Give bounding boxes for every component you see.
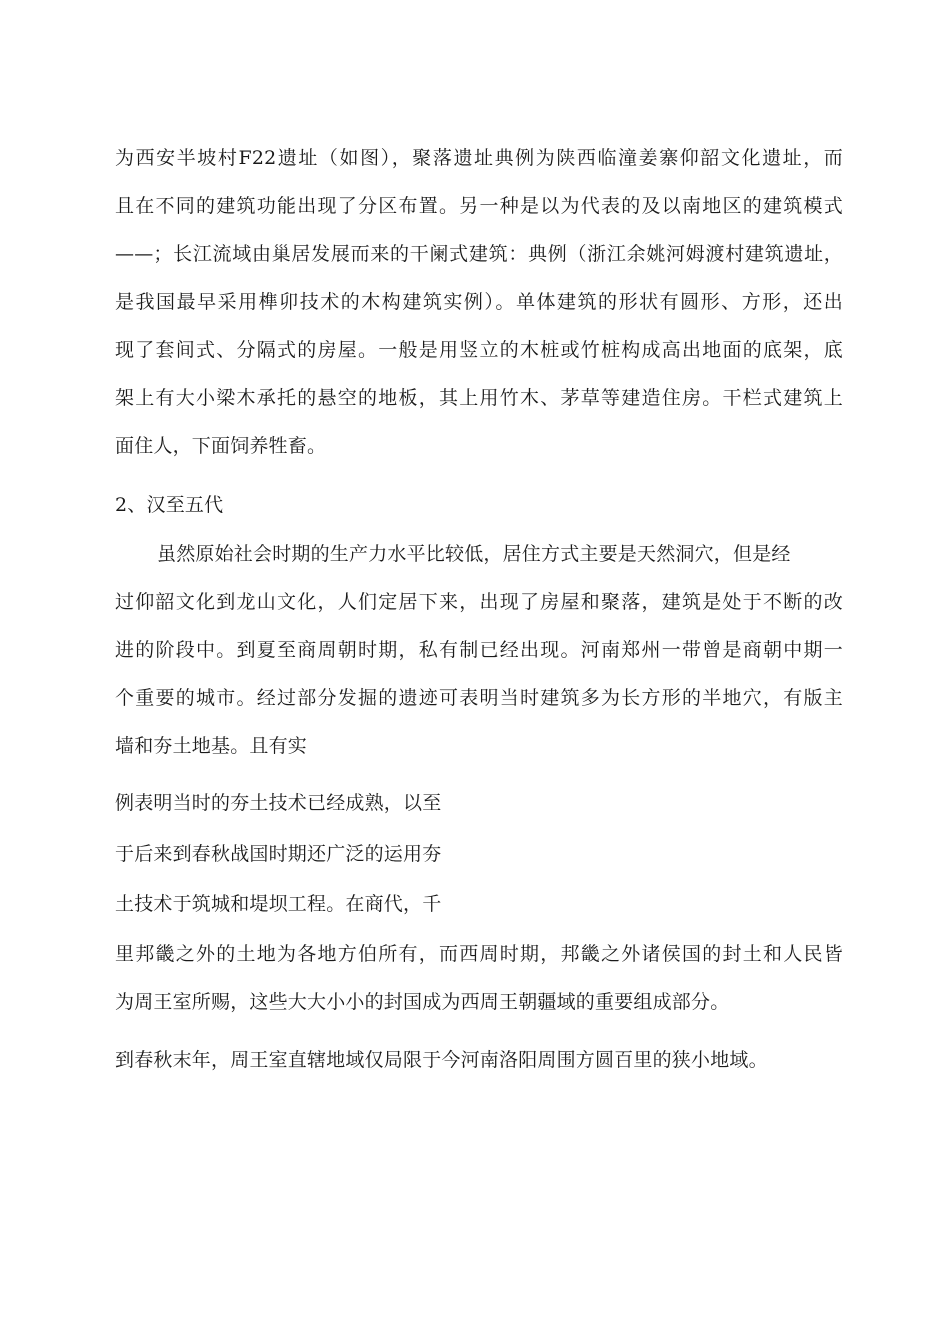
paragraph-line-14: 例表明当时的夯土技术已经成熟，以至: [115, 792, 442, 814]
paragraph-line-6: 架上有大小梁木承托的悬空的地板，其上用竹木、茅草等建造住房。干栏式建筑上: [115, 387, 843, 409]
paragraph-line-19: 到春秋末年，周王室直辖地域仅局限于今河南洛阳周围方圆百里的狭小地域。: [115, 1049, 768, 1071]
paragraph-line-18: 为周王室所赐，这些大大小小的封国成为西周王朝疆域的重要组成部分。: [115, 991, 730, 1013]
paragraph-line-2: 且在不同的建筑功能出现了分区布置。另一种是以为代表的及以南地区的建筑模式: [115, 195, 843, 217]
paragraph-line-10: 过仰韶文化到龙山文化，人们定居下来，出现了房屋和聚落，建筑是处于不断的改: [115, 591, 843, 613]
paragraph-line-4: 是我国最早采用榫卯技术的木构建筑实例）。单体建筑的形状有圆形、方形，还出: [115, 291, 843, 313]
section-heading: 2、汉至五代: [115, 494, 224, 516]
paragraph-line-3: ——；长江流域由巢居发展而来的干阑式建筑：典例（浙江余姚河姆渡村建筑遗址，: [115, 243, 843, 265]
paragraph-line-9: 虽然原始社会时期的生产力水平比较低，居住方式主要是天然洞穴，但是经: [157, 543, 791, 565]
paragraph-line-17: 里邦畿之外的土地为各地方伯所有，而西周时期，邦畿之外诸侯国的封土和人民皆: [115, 943, 843, 965]
paragraph-line-13: 墙和夯土地基。且有实: [115, 735, 308, 757]
paragraph-line-12: 个重要的城市。经过部分发掘的遗迹可表明当时建筑多为长方形的半地穴，有版主: [115, 687, 843, 709]
paragraph-line-1: 为西安半坡村F22遗址（如图），聚落遗址典例为陕西临潼姜寨仰韶文化遗址，而: [115, 147, 843, 169]
paragraph-line-11: 进的阶段中。到夏至商周朝时期，私有制已经出现。河南郑州一带曾是商朝中期一: [115, 639, 843, 661]
paragraph-line-15: 于后来到春秋战国时期还广泛的运用夯: [115, 843, 442, 865]
paragraph-line-5: 现了套间式、分隔式的房屋。一般是用竖立的木桩或竹桩构成高出地面的底架，底: [115, 339, 843, 361]
paragraph-line-7: 面住人，下面饲养牲畜。: [115, 435, 327, 457]
paragraph-line-16: 土技术于筑城和堤坝工程。在商代，千: [115, 893, 442, 915]
